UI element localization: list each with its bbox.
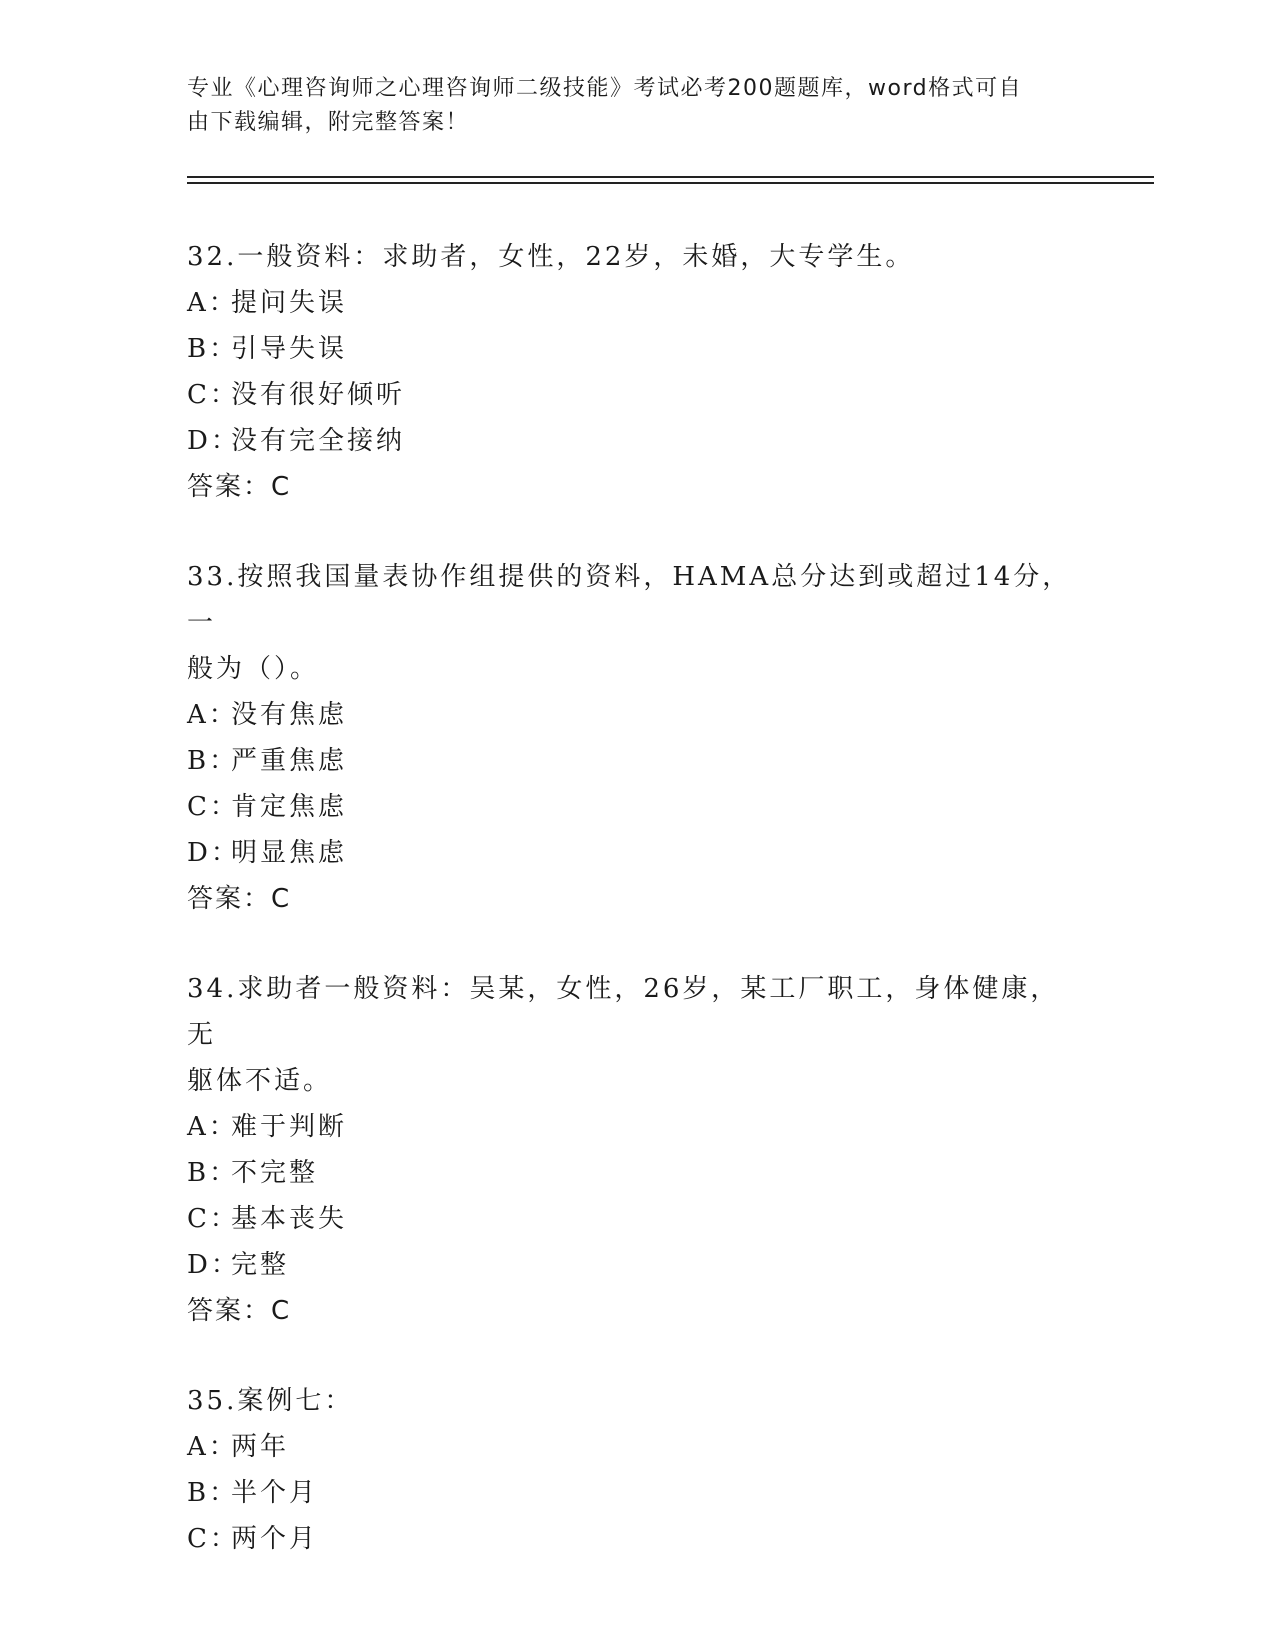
option-key: B： <box>187 334 239 364</box>
option-c <box>187 784 1087 830</box>
question-stem: 33.按照我国量表协作组提供的资料，HAMA总分达到或超过14分，一 <box>187 562 1072 638</box>
option-key: B： <box>187 1478 239 1508</box>
question-list <box>187 234 1087 1606</box>
option-key: C： <box>187 792 239 822</box>
question-33 <box>187 554 1087 922</box>
option-key: A： <box>187 1112 238 1142</box>
question-35 <box>187 1378 1087 1562</box>
option-key: D： <box>187 426 240 456</box>
option-a <box>187 1424 1087 1470</box>
question-stem: 32.一般资料：求助者，女性，22岁，未婚，大专学生。 <box>187 242 915 272</box>
question-stem: 35.案例七： <box>187 1386 354 1416</box>
answer-line: 答案：C <box>187 472 292 502</box>
question-32 <box>187 234 1087 510</box>
option-b <box>187 1150 1087 1196</box>
question-stem: 34.求助者一般资料：吴某，女性，26岁，某工厂职工，身体健康，无 <box>187 974 1060 1050</box>
option-c <box>187 1196 1087 1242</box>
option-key: A： <box>187 1432 238 1462</box>
option-text: 完整 <box>231 1250 290 1280</box>
answer-line: 答案：C <box>187 1296 292 1326</box>
option-b <box>187 326 1087 372</box>
option-b <box>187 1470 1087 1516</box>
option-text: 严重焦虑 <box>231 746 348 776</box>
header-line-2: 由下载编辑，附完整答案！ <box>187 110 470 135</box>
option-a <box>187 280 1087 326</box>
option-key: A： <box>187 288 238 318</box>
option-text: 没有完全接纳 <box>231 426 406 456</box>
option-key: C： <box>187 380 239 410</box>
option-text: 没有焦虑 <box>231 700 348 730</box>
header-line-1: 专业《心理咨询师之心理咨询师二级技能》考试必考200题题库，word格式可自 <box>187 76 1023 101</box>
option-text: 没有很好倾听 <box>231 380 406 410</box>
question-stem-continued: 躯体不适。 <box>187 1066 333 1096</box>
option-text: 提问失误 <box>231 288 348 318</box>
header-divider-top <box>187 176 1154 178</box>
option-key: C： <box>187 1204 239 1234</box>
header-divider-bottom <box>187 182 1154 184</box>
option-d <box>187 418 1087 464</box>
option-d <box>187 1242 1087 1288</box>
option-c <box>187 372 1087 418</box>
option-key: D： <box>187 838 240 868</box>
option-text: 两年 <box>231 1432 290 1462</box>
answer-line: 答案：C <box>187 884 292 914</box>
option-text: 肯定焦虑 <box>231 792 348 822</box>
option-text: 半个月 <box>231 1478 319 1508</box>
option-text: 两个月 <box>231 1524 319 1554</box>
option-text: 明显焦虑 <box>231 838 348 868</box>
option-d <box>187 830 1087 876</box>
option-text: 不完整 <box>231 1158 319 1188</box>
question-stem-continued: 般为（）。 <box>187 654 320 684</box>
option-key: B： <box>187 1158 239 1188</box>
option-a <box>187 692 1087 738</box>
option-key: B： <box>187 746 239 776</box>
option-text: 引导失误 <box>231 334 348 364</box>
option-text: 难于判断 <box>231 1112 348 1142</box>
option-text: 基本丧失 <box>231 1204 348 1234</box>
option-key: C： <box>187 1524 239 1554</box>
document-header <box>187 72 1067 140</box>
option-a <box>187 1104 1087 1150</box>
option-key: A： <box>187 700 238 730</box>
option-key: D： <box>187 1250 240 1280</box>
option-b <box>187 738 1087 784</box>
option-c <box>187 1516 1087 1562</box>
question-34 <box>187 966 1087 1334</box>
